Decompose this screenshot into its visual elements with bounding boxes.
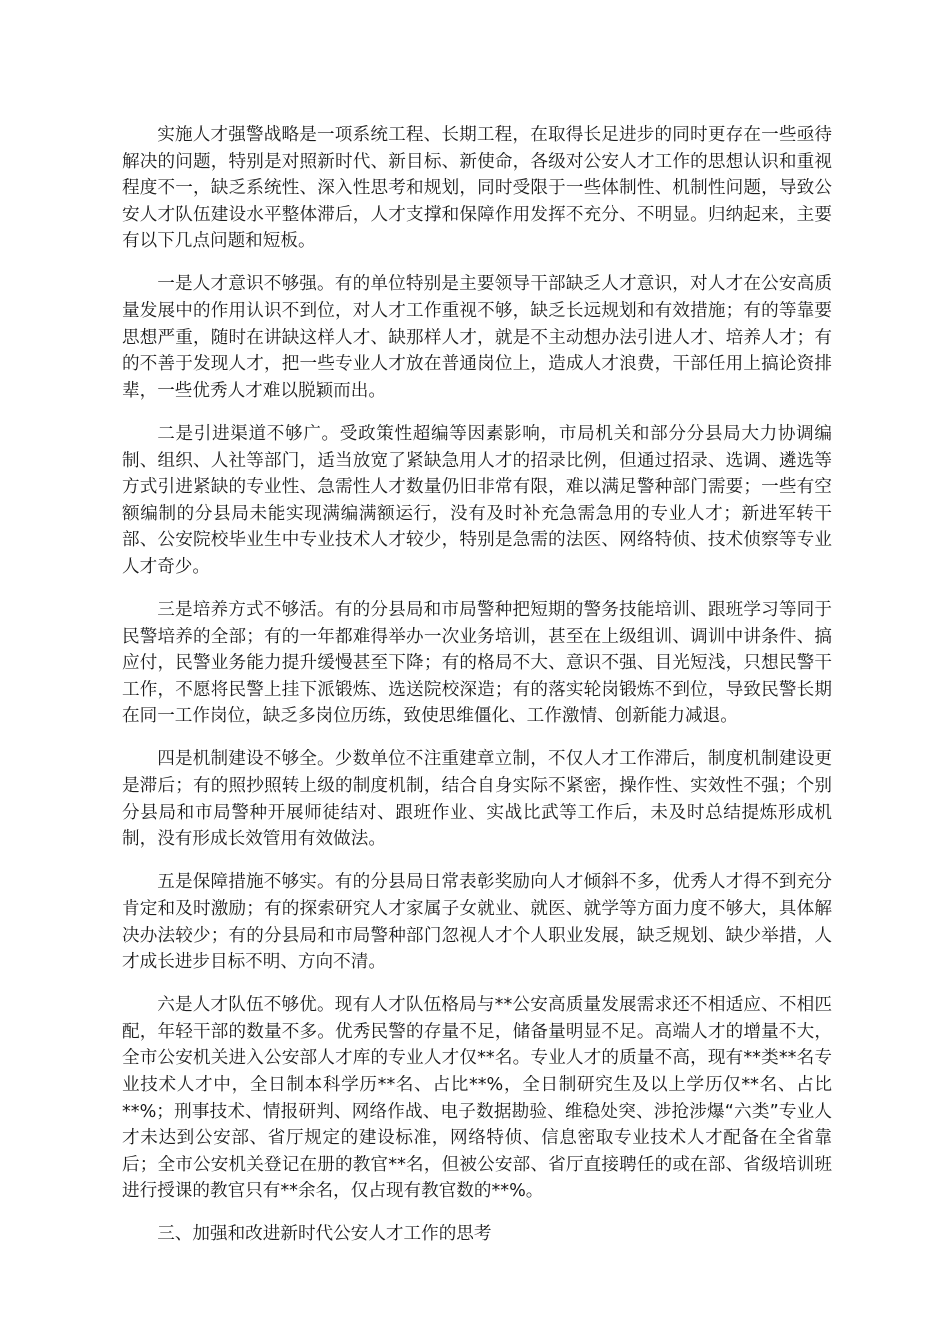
issue-paragraph-recruitment-channels: 二是引进渠道不够广。受政策性超编等因素影响，市局机关和部分分县局大力协调编制、组织、人社等部门，适当放宽了紧缺急用人才的招录比例，但通过招录、选调、遴选等方式引进紧缺的专业性、急需性人才数量仍旧非常有限，难以满足警种部门需要；一些有空额编制的分县局未能实现满编满额运行，没有及时补充急需急用的专业人才；新进军转干部、公安院校毕业生中专业技术人才较少，特别是急需的法医、网络特侦、技术侦察等专业人才奇少。: [122, 423, 832, 577]
intro-paragraph: 实施人才强警战略是一项系统工程、长期工程，在取得长足进步的同时更存在一些亟待解决的问题，特别是对照新时代、新目标、新使命，各级对公安人才工作的思想认识和重视程度不一，缺乏系统性、深入性思考和规划，同时受限于一些体制性、机制性问题，导致公安人才队伍建设水平整体滞后，人才支撑和保障作用发挥不充分、不明显。归纳起来，主要有以下几点问题和短板。: [122, 125, 832, 252]
issue-paragraph-support-measures: 五是保障措施不够实。有的分县局日常表彰奖励向人才倾斜不多，优秀人才得不到充分肯定和及时激励；有的探索研究人才家属子女就业、就医、就学等方面力度不够大，具体解决办法较少；有的分县局和市局警种部门忽视人才个人职业发展，缺乏规划、缺少举措，人才成长进步目标不明、方向不清。: [122, 872, 832, 973]
issue-paragraph-talent-awareness: 一是人才意识不够强。有的单位特别是主要领导干部缺乏人才意识，对人才在公安高质量发展中的作用认识不到位，对人才工作重视不够，缺乏长远规划和有效措施；有的等靠要思想严重，随时在讲缺这样人才、缺那样人才，就是不主动想办法引进人才、培养人才；有的不善于发现人才，把一些专业人才放在普通岗位上，造成人才浪费，干部任用上搞论资排辈，一些优秀人才难以脱颖而出。: [122, 274, 832, 401]
issue-paragraph-mechanism-building: 四是机制建设不够全。少数单位不注重建章立制，不仅人才工作滞后，制度机制建设更是滞后；有的照抄照转上级的制度机制，结合自身实际不紧密，操作性、实效性不强；个别分县局和市局警种开展师徒结对、跟班作业、实战比武等工作后，未及时总结提炼形成机制，没有形成长效管用有效做法。: [122, 749, 832, 850]
issue-paragraph-team-quality: 六是人才队伍不够优。现有人才队伍格局与**公安高质量发展需求还不相适应、不相匹配，年轻干部的数量不多。优秀民警的存量不足，储备量明显不足。高端人才的增量不大，全市公安机关进入公安部人才库的专业人才仅**名。专业人才的质量不高，现有**类**名专业技术人才中，全日制本科学历**名、占比**%，全日制研究生及以上学历仅**名、占比**%；刑事技术、情报研判、网络作战、电子数据勘验、维稳处突、涉抢涉爆“六类”专业人才未达到公安部、省厅规定的建设标准，网络特侦、信息密取专业技术人才配备在全省靠后；全市公安机关登记在册的教官**名，但被公安部、省厅直接聘任的或在部、省级培训班进行授课的教官只有**余名，仅占现有教官数的**%。: [122, 995, 832, 1202]
document-page: [122, 122, 832, 1248]
section-heading: 三、加强和改进新时代公安人才工作的思考: [157, 1224, 492, 1245]
issue-paragraph-training-methods: 三是培养方式不够活。有的分县局和市局警种把短期的警务技能培训、跟班学习等同于民警培养的全部；有的一年都难得举办一次业务培训，甚至在上级组训、调训中讲条件、搞应付，民警业务能力提升缓慢甚至下降；有的格局不大、意识不强、目光短浅，只想民警干工作，不愿将民警上挂下派锻炼、选送院校深造；有的落实轮岗锻炼不到位，导致民警长期在同一工作岗位，缺乏多岗位历练，致使思维僵化、工作激情、创新能力减退。: [122, 600, 832, 727]
